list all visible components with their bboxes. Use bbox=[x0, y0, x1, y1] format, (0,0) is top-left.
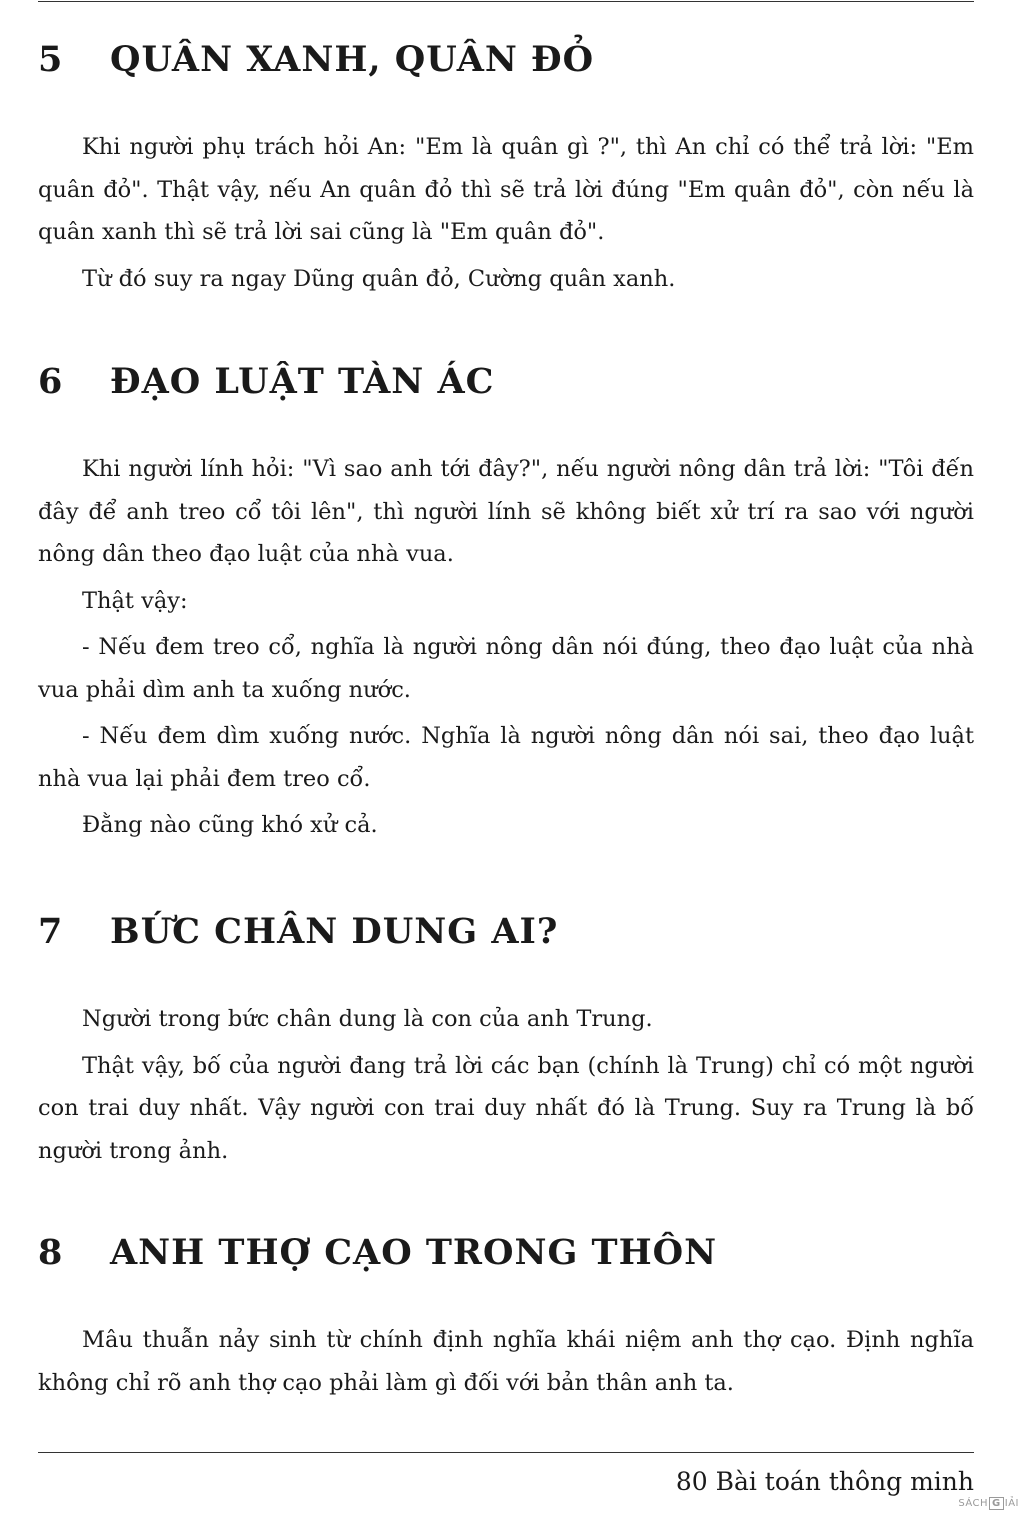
paragraph: Từ đó suy ra ngay Dũng quân đỏ, Cường quân xanh. bbox=[82, 265, 676, 292]
section-5 bbox=[38, 34, 974, 300]
paragraph: - Nếu đem dìm xuống nước. Nghĩa là người nông dân nói sai, theo đạo luật nhà vua lại phải đem treo cổ. bbox=[38, 723, 974, 792]
section-number: 7 bbox=[38, 911, 64, 952]
paragraph: Khi người phụ trách hỏi An: "Em là quân gì ?", thì An chỉ có thể trả lời: "Em quân đỏ". Thật vậy, nếu An quân đỏ thì sẽ trả lời đúng "Em quân đỏ", còn nếu là quân xanh thì sẽ trả lời sai cũng là "Em quân đỏ". bbox=[38, 134, 974, 245]
top-rule bbox=[38, 1, 974, 2]
section-heading bbox=[38, 1227, 974, 1279]
section-title: QUÂN XANH, QUÂN ĐỎ bbox=[110, 39, 595, 80]
paragraph: - Nếu đem treo cổ, nghĩa là người nông dân nói đúng, theo đạo luật của nhà vua phải dìm anh ta xuống nước. bbox=[38, 634, 974, 703]
paragraph: Đằng nào cũng khó xử cả. bbox=[82, 812, 378, 838]
watermark-text: IẢI bbox=[1004, 1498, 1019, 1509]
running-footer: 80 Bài toán thông minh bbox=[675, 1467, 974, 1496]
paragraph: Mâu thuẫn nảy sinh từ chính định nghĩa khái niệm anh thợ cạo. Định nghĩa không chỉ rõ anh thợ cạo phải làm gì đối với bản thân anh ta. bbox=[38, 1327, 974, 1396]
section-number: 5 bbox=[38, 39, 64, 80]
section-title: ANH THỢ CẠO TRONG THÔN bbox=[110, 1232, 718, 1273]
section-heading bbox=[38, 356, 974, 408]
paragraph: Thật vậy: bbox=[82, 587, 188, 614]
footer-rule bbox=[38, 1452, 974, 1453]
paragraph: Thật vậy, bố của người đang trả lời các bạn (chính là Trung) chỉ có một người con trai duy nhất. Vậy người con trai duy nhất đó là Trung. Suy ra Trung là bố người trong ảnh. bbox=[38, 1052, 974, 1164]
section-title: ĐẠO LUẬT TÀN ÁC bbox=[110, 361, 495, 402]
section-8 bbox=[38, 1227, 974, 1404]
section-heading bbox=[38, 906, 974, 958]
section-number: 6 bbox=[38, 361, 64, 402]
watermark-logo bbox=[958, 1497, 1019, 1510]
section-7 bbox=[38, 906, 974, 1172]
section-heading bbox=[38, 34, 974, 86]
paragraph: Khi người lính hỏi: "Vì sao anh tới đây?", nếu người nông dân trả lời: "Tôi đến đây để anh treo cổ tôi lên", thì người lính sẽ không biết xử trí ra sao với người nông dân theo đạo luật của nhà vua. bbox=[38, 456, 974, 567]
section-6 bbox=[38, 356, 974, 847]
section-number: 8 bbox=[38, 1232, 64, 1273]
paragraph: Người trong bức chân dung là con của anh Trung. bbox=[82, 1006, 653, 1032]
watermark-box: G bbox=[989, 1497, 1004, 1510]
section-title: BỨC CHÂN DUNG AI? bbox=[110, 911, 559, 952]
watermark-text: SÁCH bbox=[958, 1498, 989, 1509]
